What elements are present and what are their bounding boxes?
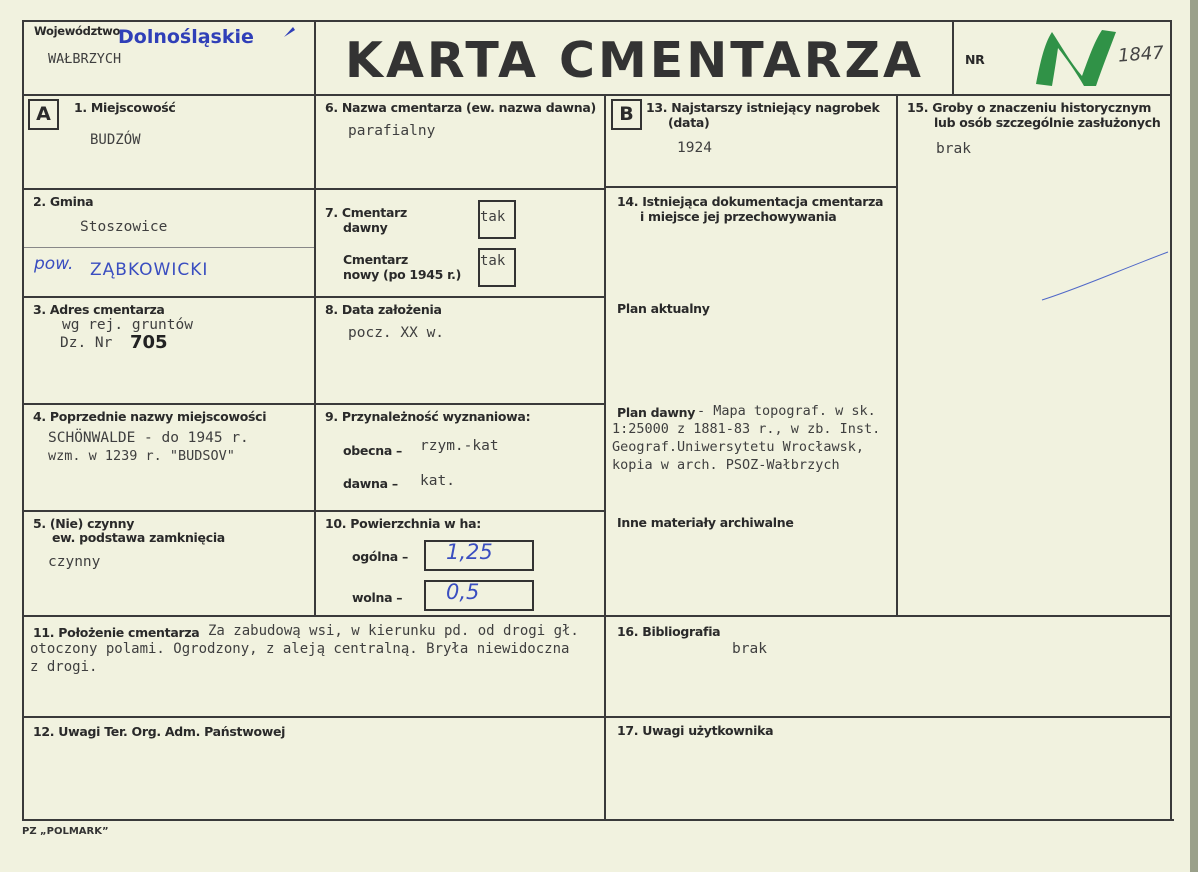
field-3-line2-prefix: Dz. Nr [60, 335, 113, 351]
field-15-label-2: lub osób szczególnie zasłużonych [934, 115, 1161, 130]
row-line [22, 510, 316, 512]
field-6-label: 6. Nazwa cmentarza (ew. nazwa dawna) [325, 100, 596, 115]
row-line [22, 296, 316, 298]
field-1-value: BUDZÓW [90, 132, 141, 148]
header-sep-1 [314, 20, 316, 96]
field-13-label-1: 13. Najstarszy istniejący nagrobek [646, 100, 880, 115]
border-right [1170, 20, 1172, 821]
field-16-value: brak [732, 641, 767, 657]
section-b-marker: B [611, 99, 642, 130]
col-sep-a [314, 94, 316, 617]
row-line [22, 403, 316, 405]
field-10-wolna-value: 0,5 [446, 580, 480, 604]
field-9-dawna: dawna – [343, 476, 398, 491]
border-top [22, 20, 1172, 22]
field-10-label: 10. Powierzchnia w ha: [325, 516, 481, 531]
field-9-dawna-value: kat. [420, 473, 455, 489]
field-11-line3: z drogi. [30, 659, 98, 675]
field-4-label: 4. Poprzednie nazwy miejscowości [33, 409, 267, 424]
field-14-label-2: i miejsce jej przechowywania [640, 209, 837, 224]
section-a-marker: A [28, 99, 59, 130]
page-title: KARTA CMENTARZA [345, 32, 924, 89]
field-6-value: parafialny [348, 123, 436, 139]
plan-dawny-line1: - Mapa topograf. w sk. [697, 403, 876, 419]
field-7-dawny-value: tak [480, 209, 506, 225]
row-line [22, 716, 1172, 718]
plan-aktualny-label: Plan aktualny [617, 301, 710, 316]
row-line [314, 188, 606, 190]
thin-rule [24, 247, 314, 248]
field-5-value: czynny [48, 554, 101, 570]
field-11-label: 11. Położenie cmentarza [33, 625, 200, 640]
nr-value: 1847 [1117, 42, 1165, 67]
field-7-label: 7. Cmentarz [325, 205, 407, 220]
field-2-label: 2. Gmina [33, 194, 94, 209]
field-5-label-2: ew. podstawa zamknięcia [52, 530, 225, 545]
row-line [314, 403, 606, 405]
field-10-ogolna-value: 1,25 [446, 540, 493, 564]
header-sep-2 [952, 20, 954, 96]
field-7-nowy-value: tak [480, 253, 506, 269]
field-4-line1: SCHÖNWALDE - do 1945 r. [48, 430, 249, 446]
field-3-line2-hand: 705 [130, 332, 168, 353]
field-9-obecna: obecna – [343, 443, 402, 458]
plan-dawny-line2: 1:25000 z 1881-83 r., w zb. Inst. [612, 421, 881, 437]
plan-dawny-label: Plan dawny [617, 405, 696, 420]
county-handwritten: ZĄBKOWICKI [90, 260, 209, 280]
row-line [22, 615, 1172, 617]
col-sep-b [604, 94, 606, 821]
field-7-nowy-2: nowy (po 1945 r.) [343, 267, 462, 282]
green-marker-icon [1030, 24, 1122, 90]
field-10-ogolna: ogólna – [352, 549, 408, 564]
field-11-line1: Za zabudową wsi, w kierunku pd. od drogi gł. [208, 623, 579, 639]
row-line [604, 186, 898, 188]
voivodeship-stamp: Dolnośląskie [118, 26, 254, 48]
stamp-mark-icon [282, 24, 294, 36]
wojewodztwo-label: Województwo [34, 24, 121, 38]
field-12-label: 12. Uwagi Ter. Org. Adm. Państwowej [33, 724, 286, 739]
field-14-label-1: 14. Istniejąca dokumentacja cmentarza [617, 194, 884, 209]
field-3-line1: wg rej. gruntów [62, 317, 193, 333]
field-4-line2: wzm. w 1239 r. "BUDSOV" [48, 448, 235, 464]
row-line [314, 296, 606, 298]
field-13-label-2: (data) [668, 115, 710, 130]
pen-stroke-icon [1040, 248, 1170, 308]
plan-dawny-line4: kopia w arch. PSOZ-Wałbrzych [612, 457, 840, 473]
field-17-label: 17. Uwagi użytkownika [617, 723, 774, 738]
pow-handwritten: pow. [34, 254, 74, 274]
border-left [22, 20, 24, 821]
row-line [22, 188, 316, 190]
field-15-label-1: 15. Groby o znaczeniu historycznym [907, 100, 1152, 115]
field-13-value: 1924 [677, 140, 712, 156]
field-8-value: pocz. XX w. [348, 325, 445, 341]
field-3-label: 3. Adres cmentarza [33, 302, 165, 317]
header-divider [22, 94, 1172, 96]
field-7-dawny: dawny [343, 220, 388, 235]
field-1-label: 1. Miejscowość [74, 100, 176, 115]
field-5-label-1: 5. (Nie) czynny [33, 516, 135, 531]
field-11-line2: otoczony polami. Ogrodzony, z aleją centralną. Bryła niewidoczna [30, 641, 570, 657]
inne-materialy-label: Inne materiały archiwalne [617, 515, 794, 530]
printer-imprint: PZ „POLMARK” [22, 826, 109, 837]
border-bottom [22, 819, 1174, 821]
field-15-value: brak [936, 141, 971, 157]
field-2-value: Stoszowice [80, 219, 168, 235]
field-7-nowy-1: Cmentarz [343, 252, 409, 267]
field-9-label: 9. Przynależność wyznaniowa: [325, 409, 531, 424]
field-9-obecna-value: rzym.-kat [420, 438, 499, 454]
field-16-label: 16. Bibliografia [617, 624, 721, 639]
scan-edge [1190, 0, 1198, 872]
plan-dawny-line3: Geograf.Uniwersytetu Wrocławsk, [612, 439, 864, 455]
field-10-wolna: wolna – [352, 590, 403, 605]
nr-label: NR [965, 52, 985, 67]
col-sep-c [896, 94, 898, 617]
wojewodztwo-typed: WAŁBRZYCH [48, 51, 122, 67]
field-8-label: 8. Data założenia [325, 302, 442, 317]
row-line [314, 510, 606, 512]
